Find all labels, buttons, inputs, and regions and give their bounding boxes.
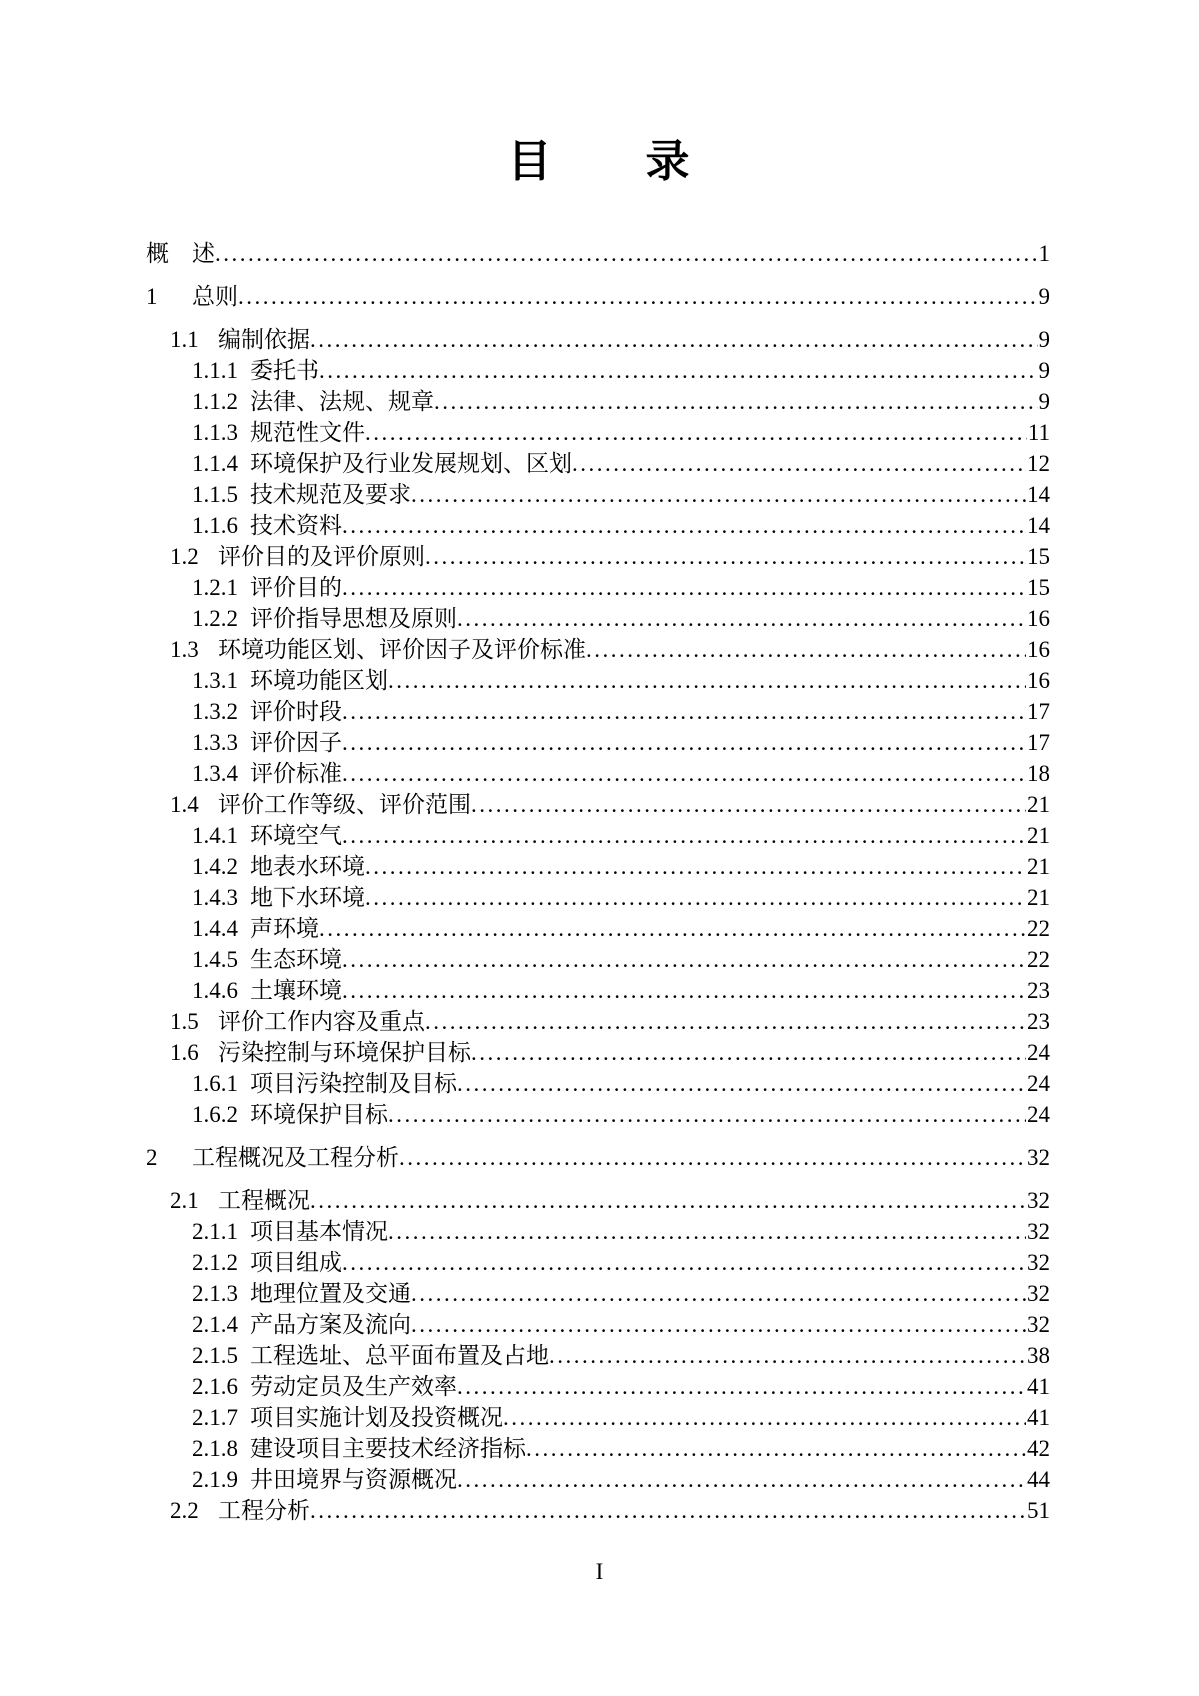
toc-entry-number: 1.1.5 [192,482,238,507]
toc-entry[interactable] [146,944,1050,975]
toc-entry-label: 环境空气 [250,823,342,848]
page-title: 目 录 [507,137,692,186]
toc-leader-dots [471,1037,1026,1068]
toc-entry-number: 2.1.1 [192,1219,238,1244]
toc-entry-page: 22 [1027,947,1050,972]
toc-entry-page: 38 [1027,1343,1050,1368]
toc-entry[interactable] [146,1402,1050,1433]
toc-entry-page: 16 [1027,637,1050,662]
toc-leader-dots [342,820,1026,851]
toc-entry[interactable] [146,1185,1050,1216]
toc-entry-label: 项目基本情况 [250,1219,388,1244]
toc-entry-label: 产品方案及流向 [250,1312,411,1337]
toc-entry-page: 32 [1027,1250,1050,1275]
toc-entry-page: 12 [1027,451,1050,476]
toc-entry-number: 1.2 [170,544,199,569]
toc-entry-number: 1.1.2 [192,389,238,414]
toc-leader-dots [238,281,1038,312]
toc-entry-label: 地下水环境 [250,885,365,910]
toc-entry[interactable] [146,665,1050,696]
toc-entry-number: 2.1.9 [192,1467,238,1492]
toc-entry[interactable] [146,1495,1050,1526]
toc-entry[interactable] [146,820,1050,851]
toc-leader-dots [503,1402,1026,1433]
toc-entry-page: 9 [1038,389,1050,414]
toc-entry-number: 2.1.4 [192,1312,238,1337]
toc-leader-dots [319,355,1038,386]
toc-entry-label: 项目污染控制及目标 [250,1071,457,1096]
toc-entry-page: 21 [1027,792,1050,817]
toc-entry-number: 1.4.5 [192,947,238,972]
toc-leader-dots [572,448,1026,479]
toc-leader-dots [425,541,1026,572]
toc-entry-page: 24 [1027,1102,1050,1127]
toc-entry[interactable] [146,1340,1050,1371]
toc-entry-number: 2.1.5 [192,1343,238,1368]
toc-entry[interactable] [146,851,1050,882]
toc-entry[interactable] [146,324,1050,355]
toc-entry-number: 1.1 [170,327,199,352]
toc-entry-label: 评价工作等级、评价范围 [218,792,471,817]
toc-entry-page: 41 [1027,1374,1050,1399]
toc-entry[interactable] [146,1142,1050,1173]
toc-entry-label: 井田境界与资源概况 [250,1467,457,1492]
toc-entry-label: 土壤环境 [250,978,342,1003]
toc-leader-dots [342,727,1026,758]
toc-entry-page: 23 [1027,1009,1050,1034]
toc-entry-page: 9 [1038,327,1050,352]
toc-entry-number: 1.4 [170,792,199,817]
toc-entry-page: 44 [1027,1467,1050,1492]
toc-entry[interactable] [146,1433,1050,1464]
toc-leader-dots [342,944,1026,975]
toc-entry[interactable] [146,1037,1050,1068]
toc-entry-number: 1.6.2 [192,1102,238,1127]
toc-entry-number: 1.3 [170,637,199,662]
toc-entry-page: 21 [1027,854,1050,879]
toc-leader-dots [411,479,1026,510]
toc-leader-dots [457,1371,1026,1402]
toc-entry-label: 声环境 [250,916,319,941]
toc-entry-label: 法律、法规、规章 [250,389,434,414]
toc-entry-page: 14 [1027,513,1050,538]
toc-entry-number: 1 [146,284,158,309]
toc-leader-dots [342,572,1026,603]
toc-entry-label: 概 述 [146,241,215,266]
toc-entry-label: 劳动定员及生产效率 [250,1374,457,1399]
toc-entry-label: 工程概况 [218,1188,310,1213]
toc-entry-number: 1.4.2 [192,854,238,879]
toc-leader-dots [388,1216,1026,1247]
toc-entry[interactable] [146,1278,1050,1309]
toc-entry-label: 技术规范及要求 [250,482,411,507]
toc-entry-number: 2.1.6 [192,1374,238,1399]
toc-entry-label: 环境保护及行业发展规划、区划 [250,451,572,476]
toc-entry-label: 评价因子 [250,730,342,755]
toc-entry[interactable] [146,448,1050,479]
toc-leader-dots [457,1464,1026,1495]
toc-entry-page: 32 [1027,1188,1050,1213]
toc-entry[interactable] [146,1247,1050,1278]
toc-entry-label: 评价标准 [250,761,342,786]
toc-entry-page: 9 [1038,358,1050,383]
toc-leader-dots [310,1495,1026,1526]
toc-leader-dots [342,975,1026,1006]
toc-entry-number: 1.6.1 [192,1071,238,1096]
toc-entry[interactable] [146,386,1050,417]
toc-entry-number: 1.3.4 [192,761,238,786]
toc-entry[interactable] [146,510,1050,541]
toc-leader-dots [586,634,1026,665]
toc-entry-number: 2 [146,1145,158,1170]
toc-leader-dots [310,324,1038,355]
toc-entry-label: 评价工作内容及重点 [218,1009,425,1034]
toc-entry-label: 评价目的及评价原则 [218,544,425,569]
toc-entry-page: 17 [1027,699,1050,724]
toc-entry-number: 1.3.2 [192,699,238,724]
toc-entry-number: 1.1.4 [192,451,238,476]
toc-entry[interactable] [146,1006,1050,1037]
toc-leader-dots [399,1142,1026,1173]
toc-entry-page: 22 [1027,916,1050,941]
toc-leader-dots [365,851,1026,882]
toc-leader-dots [411,1278,1026,1309]
toc-leader-dots [342,696,1026,727]
toc-leader-dots [411,1309,1026,1340]
toc-entry-number: 1.3.3 [192,730,238,755]
toc-leader-dots [526,1433,1026,1464]
toc-entry[interactable] [146,603,1050,634]
toc-entry-page: 21 [1027,823,1050,848]
toc-entry-page: 32 [1027,1312,1050,1337]
toc-entry-number: 1.2.1 [192,575,238,600]
toc-entry-label: 委托书 [250,358,319,383]
toc-entry-number: 2.1.3 [192,1281,238,1306]
toc-entry-label: 环境功能区划、评价因子及评价标准 [218,637,586,662]
toc-entry-page: 18 [1027,761,1050,786]
toc-entry[interactable] [146,572,1050,603]
toc-entry-label: 工程选址、总平面布置及占地 [250,1343,549,1368]
toc-leader-dots [342,758,1026,789]
toc-entry-page: 32 [1027,1281,1050,1306]
toc-entry-number: 1.4.4 [192,916,238,941]
toc-entry-page: 24 [1027,1071,1050,1096]
toc-entry-page: 41 [1027,1405,1050,1430]
toc-entry-label: 生态环境 [250,947,342,972]
toc-entry-label: 项目实施计划及投资概况 [250,1405,503,1430]
toc-entry-label: 项目组成 [250,1250,342,1275]
toc-entry-label: 评价指导思想及原则 [250,606,457,631]
toc-entry[interactable] [146,479,1050,510]
toc-leader-dots [215,238,1038,269]
toc-entry-label: 污染控制与环境保护目标 [218,1040,471,1065]
toc-entry-page: 42 [1027,1436,1050,1461]
toc-entry-number: 1.4.3 [192,885,238,910]
toc-list [146,226,1050,1526]
toc-leader-dots [319,913,1026,944]
toc-entry-label: 工程概况及工程分析 [192,1145,399,1170]
toc-entry-label: 地理位置及交通 [250,1281,411,1306]
toc-leader-dots [549,1340,1026,1371]
toc-entry-number: 1.6 [170,1040,199,1065]
toc-entry[interactable] [146,913,1050,944]
toc-entry-page: 17 [1027,730,1050,755]
toc-entry-number: 2.2 [170,1498,199,1523]
toc-entry[interactable] [146,634,1050,665]
toc-entry-label: 评价时段 [250,699,342,724]
toc-entry-number: 1.4.6 [192,978,238,1003]
toc-entry-number: 1.5 [170,1009,199,1034]
toc-entry-number: 1.2.2 [192,606,238,631]
toc-entry-number: 2.1 [170,1188,199,1213]
toc-entry-page: 21 [1027,885,1050,910]
toc-entry-label: 总则 [192,284,238,309]
toc-entry[interactable] [146,281,1050,312]
toc-entry[interactable] [146,1099,1050,1130]
toc-entry[interactable] [146,696,1050,727]
page-number-footer: I [595,1559,604,1584]
toc-entry-page: 15 [1027,575,1050,600]
toc-entry-page: 11 [1027,420,1050,445]
toc-entry-label: 技术资料 [250,513,342,538]
toc-leader-dots [342,1247,1026,1278]
toc-entry-page: 23 [1027,978,1050,1003]
toc-entry-label: 建设项目主要技术经济指标 [250,1436,526,1461]
toc-entry[interactable] [146,541,1050,572]
toc-leader-dots [310,1185,1026,1216]
toc-entry[interactable] [146,1068,1050,1099]
toc-entry-label: 评价目的 [250,575,342,600]
toc-leader-dots [457,1068,1026,1099]
toc-entry-number: 2.1.2 [192,1250,238,1275]
toc-entry-page: 14 [1027,482,1050,507]
toc-entry-page: 32 [1027,1145,1050,1170]
toc-leader-dots [425,1006,1026,1037]
toc-entry[interactable] [146,758,1050,789]
toc-entry-label: 环境保护目标 [250,1102,388,1127]
toc-entry-label: 工程分析 [218,1498,310,1523]
toc-entry-page: 51 [1027,1498,1050,1523]
toc-entry-label: 编制依据 [218,327,310,352]
toc-entry-number: 2.1.7 [192,1405,238,1430]
toc-entry-page: 1 [1038,241,1050,266]
toc-entry-number: 1.4.1 [192,823,238,848]
toc-entry-number: 1.1.1 [192,358,238,383]
toc-leader-dots [388,665,1026,696]
toc-entry[interactable] [146,238,1050,269]
toc-entry[interactable] [146,789,1050,820]
toc-entry-page: 16 [1027,606,1050,631]
toc-entry-label: 规范性文件 [250,420,365,445]
toc-entry-page: 16 [1027,668,1050,693]
toc-entry-page: 24 [1027,1040,1050,1065]
toc-entry[interactable] [146,1309,1050,1340]
toc-leader-dots [365,417,1027,448]
toc-leader-dots [342,510,1026,541]
toc-entry[interactable] [146,727,1050,758]
toc-entry-number: 1.1.3 [192,420,238,445]
toc-leader-dots [388,1099,1026,1130]
toc-entry-page: 32 [1027,1219,1050,1244]
toc-leader-dots [457,603,1026,634]
toc-entry-label: 环境功能区划 [250,668,388,693]
toc-leader-dots [365,882,1026,913]
toc-entry[interactable] [146,1216,1050,1247]
toc-entry[interactable] [146,1464,1050,1495]
toc-leader-dots [434,386,1038,417]
toc-entry-page: 15 [1027,544,1050,569]
toc-entry[interactable] [146,882,1050,913]
toc-entry-number: 1.3.1 [192,668,238,693]
toc-entry-page: 9 [1038,284,1050,309]
toc-entry[interactable] [146,417,1050,448]
toc-leader-dots [471,789,1026,820]
toc-entry[interactable] [146,1371,1050,1402]
toc-entry-number: 1.1.6 [192,513,238,538]
toc-entry[interactable] [146,975,1050,1006]
toc-entry[interactable] [146,355,1050,386]
toc-entry-number: 2.1.8 [192,1436,238,1461]
toc-entry-label: 地表水环境 [250,854,365,879]
